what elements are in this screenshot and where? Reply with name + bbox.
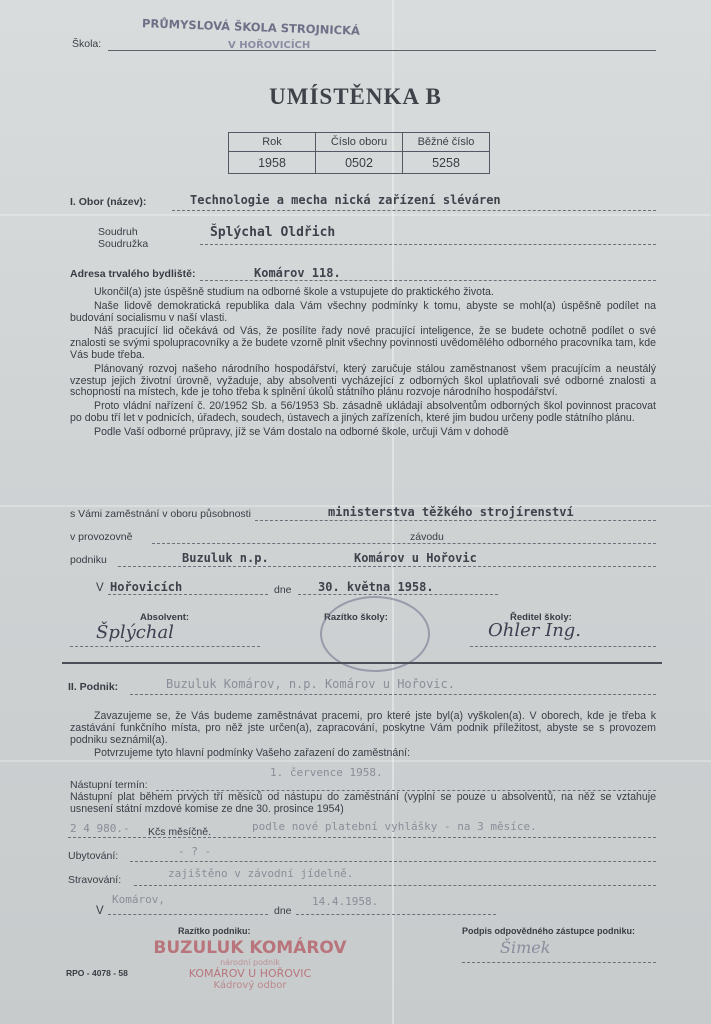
wage-note: podle nové platební vyhlášky - na 3 měsíce. (252, 820, 537, 833)
wage-line (68, 837, 656, 838)
codes-header-serial: Běžné číslo (403, 133, 490, 152)
wage-unit: Kčs měsíčně. (148, 826, 212, 838)
housing-line (130, 861, 656, 862)
field-value: Technologie a mecha nická zařízení sléváren (190, 193, 501, 207)
sign2-date-value: 14.4.1958. (312, 895, 379, 908)
enterprise-stamp (150, 938, 350, 991)
plant-suffix: závodu (410, 531, 444, 543)
director-label: Ředitel školy: (510, 612, 572, 623)
ministry-value: ministerstva těžkého strojírenství (328, 505, 574, 519)
graduate-signature: Šplýchal (96, 622, 174, 643)
school-stamp-name: PRŮMYSLOVÁ ŠKOLA STROJNICKÁ (141, 16, 361, 38)
intro-paragraph-3: Náš pracující lid očekává od Vás, že posílíte řady nové pracující inteligence, že se budete ochotně podílet o své znalosti se svými spolupracovníky a že budete vzorně plnit všechny povinnosti uvědomělého odborného pracovníka tam, kde Vás bude třeba. (70, 325, 656, 361)
ministry-prefix: s Vámi zaměstnání v oboru působnosti (70, 508, 251, 520)
housing-label: Ubytování: (68, 850, 119, 862)
meals-value: zajištěno v závodní jídelně. (168, 867, 354, 880)
enterprise-place: Komárov u Hořovic (354, 551, 477, 565)
comrade-label-male: Soudruh (98, 226, 138, 238)
address-label: Adresa trvalého bydliště: (70, 268, 196, 280)
director-sign-line (470, 646, 656, 647)
rep-label: Podpis odpovědného zástupce podniku: (462, 926, 636, 936)
field-line (172, 210, 656, 211)
section2-paragraph-2: Potvrzujeme tyto hlavní podmínky Vašeho zařazení do zaměstnání: (94, 747, 411, 760)
sign-date-line (298, 594, 498, 595)
school-stamp-label: Razítko školy: (324, 612, 388, 623)
intro-paragraph-6: Podle Vaší odborné průpravy, jíž se Vám dostalo na odborné škole, určuji Vám v dohodě (94, 426, 509, 438)
graduate-label: Absolvent: (140, 612, 190, 623)
sign2-place-line (108, 914, 268, 915)
plant-label: v provozovně (70, 531, 133, 543)
meals-line (134, 885, 656, 886)
comrade-value: Šplýchal Oldřich (210, 225, 336, 240)
form-code: RPO - 4078 - 58 (66, 968, 128, 978)
school-stamp-town: V HOŘOVICÍCH (228, 40, 311, 51)
codes-table (228, 132, 490, 174)
sign-date-label: dne (274, 584, 292, 596)
sign-place-prefix: V (96, 582, 104, 594)
rep-signature: Šimek (500, 938, 551, 957)
sign2-place-prefix: V (96, 905, 104, 917)
intro-paragraphs (70, 287, 656, 441)
sign-place-value: Hořovicích (110, 580, 183, 594)
section2-paragraph-1: Zavazujeme se, že Vás budeme zaměstnávat pracemi, pro které jste byl(a) vyškolen(a). V oborech, kde je třeba k zastávání funkčního místa, pro něž jste určen(a), zapracování, poskytne Vám podnik příležitost, abyste se s provozem podniku seznámil(a). (70, 710, 656, 746)
school-label: Škola: (72, 38, 102, 50)
enterprise-stamp-line2: národní podnik (220, 958, 280, 967)
school-line (108, 50, 656, 51)
codes-value-serial: 5258 (403, 152, 490, 174)
section2-enterprise-line (130, 694, 656, 695)
meals-label: Stravování: (68, 874, 122, 886)
school-stamp-circle (320, 596, 430, 672)
wage-value: 2 4 980.- (70, 822, 130, 835)
start-label: Nástupní termín: (70, 779, 148, 791)
section-divider (62, 662, 662, 664)
sign2-place-value: Komárov, (112, 893, 165, 906)
plant-line (152, 543, 656, 544)
intro-paragraph-1: Ukončil(a) jste úspěšně studium na odborné škole a vstupujete do praktického života. (94, 286, 494, 298)
paper-fold-horizontal-1 (0, 214, 711, 216)
codes-header-year: Rok (229, 133, 316, 152)
section2-enterprise-label: II. Podnik: (68, 681, 119, 693)
enterprise-stamp-line3: KOMÁROV U HOŘOVIC (188, 967, 312, 980)
document-title: UMÍSTĚNKA B (269, 84, 442, 109)
intro-paragraph-5: Proto vládní nařízení č. 20/1952 Sb. a 56/1953 Sb. zásadně ukládají absolventům odborných škol povinnost pracovat po dobu tří let v podnicích, úřadech, soudech, ústavech a jiných zařízeních, které jim budou určeny podle státního plánu. (70, 400, 656, 424)
start-value: 1. července 1958. (270, 766, 383, 779)
enterprise-label: podniku (70, 554, 107, 566)
comrade-label-female: Soudružka (98, 238, 149, 250)
enterprise-stamp-line1: BUZULUK KOMÁROV (153, 938, 347, 958)
housing-value: - ? - (178, 845, 212, 858)
comrade-line (200, 244, 656, 245)
rep-sign-line (462, 962, 656, 963)
sign-place-line (108, 594, 268, 595)
ministry-line (255, 520, 656, 521)
codes-value-field-no: 0502 (316, 152, 403, 174)
intro-paragraph-2: Naše lidově demokratická republika dala Vám všechny podmínky k tomu, abyste se mohl(a) úspěšně podílet na budování socialismu v naší vlasti. (70, 299, 656, 324)
intro-paragraph-4: Plánovaný rozvoj našeho národního hospodářství, který zaručuje stálou zaměstnanost všem pracujícím a neustálý vzestup jejich životní úrovně, vyžaduje, aby absolventi vycházející z odborných škol uplatňovali své odborné znalosti a schopnosti na místech, kde je toho třeba k splnění úkolů státního plánu rozvoje národního hospodářství. (70, 362, 656, 399)
address-line (200, 280, 656, 281)
sign-date-value: 30. května 1958. (318, 580, 434, 594)
codes-value-year: 1958 (229, 152, 316, 174)
sign2-date-label: dne (274, 905, 292, 917)
section2-paragraphs (70, 711, 656, 762)
enterprise-value: Buzuluk n.p. (182, 551, 269, 565)
graduate-sign-line (70, 646, 260, 647)
enterprise-stamp-line4: Kádrový odbor (213, 980, 287, 991)
field-label: I. Obor (název): (70, 196, 147, 208)
enterprise-line (118, 566, 656, 567)
section2-enterprise-value: Buzuluk Komárov, n.p. Komárov u Hořovic. (166, 677, 455, 691)
address-value: Komárov 118. (254, 266, 341, 280)
director-signature: Ohler Ing. (488, 620, 582, 641)
sign2-date-line (296, 914, 496, 915)
wage-text: Nástupní plat během prvých tří měsíců od nástupu do zaměstnání (vyplní se pouze u absolventů, na něž se vztahuje usnesení státní mzdové komise ze dne 30. prosince 1954) (70, 791, 656, 815)
enterprise-stamp-label: Razítko podniku: (178, 926, 251, 936)
codes-header-field-no: Číslo oboru (316, 133, 403, 152)
